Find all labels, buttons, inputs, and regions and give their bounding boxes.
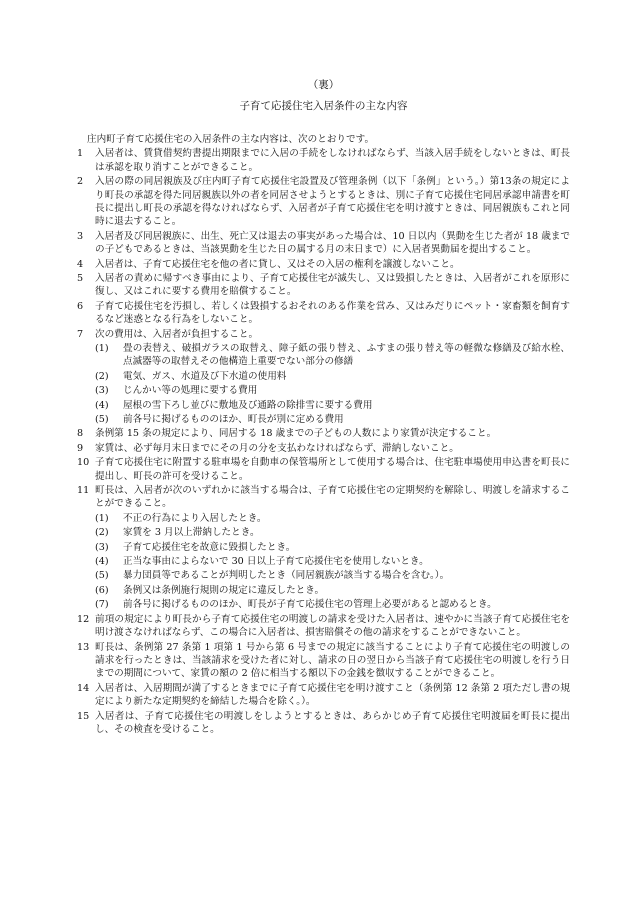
subitem-number: (5) <box>95 570 109 582</box>
subitem-text: 畳の表替え、破損ガラスの取替え、障子紙の張り替え、ふすまの張り替え等の軽微な修繕及び給水栓、点滅器等の取替えその他構造上重要でない部分の修繕 <box>123 342 570 368</box>
subitem-number: (3) <box>95 385 109 397</box>
subitem-text: じんかい等の処理に要する費用 <box>123 385 258 397</box>
condition-item <box>77 710 570 737</box>
condition-number: 2 <box>77 176 84 188</box>
condition-text: 前項の規定により町長から子育て応援住宅の明渡しの請求を受けた入居者は、速やかに当該子育て応援住宅を明け渡さなければならず、この場合に入居者は、損害賠償その他の請求をすることができないこと。 <box>95 613 570 639</box>
condition-number: 10 <box>77 457 90 469</box>
condition-text: 町長は、条例第 27 条第 1 項第 1 号から第 6 号までの規定に該当することにより子育て応援住宅の明渡しの請求を行ったときは、当該請求を受けた者に対し、請求の日の翌日から当該子育て応援住宅の明渡しを行う日までの期間について、家賃の額の 2 倍に相当する額以下の金銭を徴収することができること。 <box>95 641 570 680</box>
condition-number: 8 <box>77 428 84 440</box>
subitem-text: 条例又は条例施行規則の規定に違反したとき。 <box>123 584 325 596</box>
condition-item <box>77 641 570 681</box>
condition-item <box>77 442 570 455</box>
condition-item <box>77 328 570 341</box>
condition-text: 町長は、入居者が次のいずれかに該当する場合は、子育て応援住宅の定期契約を解除し、明渡しを請求することができること。 <box>95 485 570 510</box>
condition-subitem <box>77 569 570 582</box>
condition-text: 入居者は、入居期間が満了するときまでに子育て応援住宅を明け渡すこと（条例第 12 条第 2 項ただし書の規定により新たな定期契約を締結した場合を除く。）。 <box>95 682 570 708</box>
condition-number: 13 <box>77 641 90 653</box>
condition-number: 5 <box>77 272 84 284</box>
condition-subitem <box>77 584 570 597</box>
condition-item <box>77 147 570 174</box>
subitem-number: (5) <box>95 414 109 426</box>
condition-text: 入居者及び同居親族に、出生、死亡又は退去の事実があった場合は、10 日以内（異動を生じた者が 18 歳までの子どもであるときは、当該異動を生じた日の属する月の末日まで）に入居者異動届を提出すること。 <box>95 230 570 256</box>
condition-item <box>77 175 570 229</box>
subitem-text: 不正の行為により入居したとき。 <box>123 512 267 524</box>
condition-text: 入居者は、賃貸借契約書提出期限までに入居の手続をしなければならず、当該入居手続をしないときは、町長は承認を取り消すことができること。 <box>95 148 570 173</box>
condition-item <box>77 613 570 640</box>
condition-number: 6 <box>77 300 84 312</box>
condition-text: 家賃は、必ず毎月末日までにその月の分を支払わなければならず、滞納しないこと。 <box>95 442 459 454</box>
document-title: 子育て応援住宅入居条件の主な内容 <box>239 100 408 112</box>
condition-subitem <box>77 342 570 369</box>
subitem-number: (2) <box>95 527 109 539</box>
condition-subitem <box>77 526 570 539</box>
subitem-number: (7) <box>95 599 109 611</box>
subitem-number: (3) <box>95 541 109 553</box>
condition-number: 15 <box>77 710 90 722</box>
condition-text: 子育て応援住宅を汚損し、若しくは毀損するおそれのある作業を営み、又はみだりにペット・家畜類を飼育するなど迷惑となる行為をしないこと。 <box>95 300 570 326</box>
condition-text: 入居者の責めに帰すべき事由により、子育て応援住宅が滅失し、又は毀損したときは、入居者がこれを原形に復し、又はこれに要する費用を賠償すること。 <box>95 272 570 298</box>
subitem-number: (2) <box>95 370 109 382</box>
subitem-text: 屋根の雪下ろし並びに敷地及び通路の除排雪に要する費用 <box>123 399 373 411</box>
condition-item <box>77 258 570 271</box>
condition-item <box>77 427 570 440</box>
page-side-label: （裏） <box>307 79 340 91</box>
subitem-number: (4) <box>95 399 109 411</box>
conditions-list <box>77 147 570 736</box>
condition-subitem <box>77 512 570 525</box>
condition-text: 入居の際の同居親族及び庄内町子育て応援住宅設置及び管理条例（以下「条例」という。）第13条の規定により町長の承認を得た同居親族以外の者を同居させようとするときは、別に子育て応援住宅同居承認申請書を町長に提出し町長の承認を得なければならず、入居者が子育て応援住宅を明け渡すときは、同居親族もこれと同時に退去すること。 <box>95 176 570 228</box>
condition-number: 3 <box>77 230 84 242</box>
condition-number: 4 <box>77 258 84 270</box>
condition-text: 入居者は、子育て応援住宅を他の者に貸し、又はその入居の権利を譲渡しないこと。 <box>95 258 460 270</box>
condition-number: 12 <box>77 613 90 625</box>
condition-item <box>77 682 570 709</box>
subitem-text: 家賃を 3 月以上滞納したとき。 <box>123 527 260 539</box>
subitem-text: 子育て応援住宅を故意に毀損したとき。 <box>123 541 296 553</box>
subitem-text: 前各号に掲げるもののほか、町長が子育て応援住宅の管理上必要があると認めるとき。 <box>123 599 497 611</box>
condition-subitem <box>77 413 570 426</box>
condition-subitem <box>77 399 570 412</box>
condition-subitem <box>77 598 570 611</box>
condition-number: 9 <box>77 442 84 454</box>
condition-text: 入居者は、子育て応援住宅の明渡しをしようとするときは、あらかじめ子育て応援住宅明渡届を町長に提出し、その検査を受けること。 <box>95 710 570 735</box>
condition-item <box>77 300 570 327</box>
subitem-number: (1) <box>95 342 109 354</box>
condition-item <box>77 272 570 299</box>
subitem-number: (1) <box>95 512 109 524</box>
condition-item <box>77 230 570 257</box>
condition-number: 1 <box>77 148 84 160</box>
condition-number: 11 <box>77 485 90 497</box>
subitem-text: 前各号に掲げるもののほか、町長が別に定める費用 <box>123 414 344 426</box>
condition-text: 条例第 15 条の規定により、同居する 18 歳までの子どもの人数により家賃が決定すること。 <box>95 428 497 440</box>
subitem-number: (6) <box>95 584 109 596</box>
condition-text: 子育て応援住宅に附置する駐車場を自動車の保管場所として使用する場合は、住宅駐車場使用申込書を町長に提出し、町長の許可を受けること。 <box>95 457 570 482</box>
condition-item <box>77 456 570 483</box>
condition-item <box>77 484 570 511</box>
subitem-text: 電気、ガス、水道及び下水道の使用料 <box>123 370 287 382</box>
condition-number: 7 <box>77 328 84 340</box>
condition-subitem <box>77 541 570 554</box>
condition-subitem <box>77 384 570 397</box>
condition-subitem <box>77 370 570 383</box>
condition-text: 次の費用は、入居者が負担すること。 <box>95 328 259 340</box>
subitem-text: 暴力団員等であることが判明したとき（同居親族が該当する場合を含む。）。 <box>123 570 450 582</box>
condition-number: 14 <box>77 682 90 694</box>
intro-paragraph: 庄内町子育て応援住宅の入居条件の主な内容は、次のとおりです。 <box>87 134 375 145</box>
condition-subitem <box>77 555 570 568</box>
subitem-number: (4) <box>95 556 109 568</box>
subitem-text: 正当な事由によらないで 30 日以上子育て応援住宅を使用しないとき。 <box>123 556 429 568</box>
